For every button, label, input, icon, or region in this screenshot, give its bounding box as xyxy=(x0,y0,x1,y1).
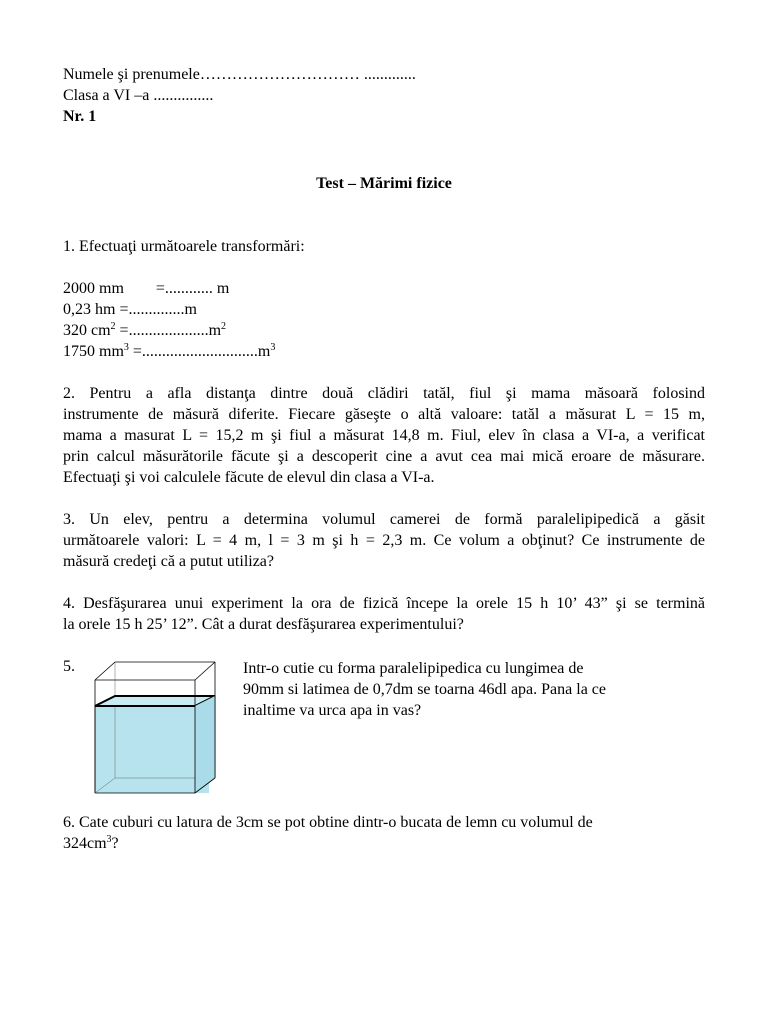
question-6-line: 6. Cate cuburi cu latura de 3cm se pot obtine dintr-o bucata de lemn cu volumul de xyxy=(63,814,593,831)
worksheet-page xyxy=(63,64,705,854)
question-2-line: mama a masurat L = 15,2 m şi fiul a măsurat 14,8 m. Fiul, elev în clasa a VI-a, a verificat xyxy=(63,427,705,444)
question-3 xyxy=(63,509,705,572)
question-5-number: 5. xyxy=(63,658,75,675)
question-4 xyxy=(63,593,705,635)
question-3-line: 3. Un elev, pentru a determina volumul camerei de formă paralelipipedică a găsit xyxy=(63,511,705,528)
question-2 xyxy=(63,383,705,488)
page-title: Test – Mărimi fizice xyxy=(316,175,452,192)
conversion-right: =....................m xyxy=(115,322,222,339)
exponent: 2 xyxy=(110,321,116,332)
exponent: 3 xyxy=(123,342,129,353)
exponent: 3 xyxy=(106,834,112,845)
conversion-right: =.............................m xyxy=(128,343,271,360)
conversion-left: 1750 mm xyxy=(63,343,124,360)
question-4-line: la orele 15 h 25’ 12”. Cât a durat desfăşurarea experimentului? xyxy=(63,616,464,633)
question-4-line: 4. Desfăşurarea unui experiment la ora de fizică începe la orele 15 h 10’ 43” şi se termină xyxy=(63,595,705,612)
volume-value: 324cm xyxy=(63,835,107,852)
conversion-left: 320 cm xyxy=(63,322,111,339)
question-6-line xyxy=(63,833,705,854)
question-5-text xyxy=(243,658,673,721)
question-6 xyxy=(63,812,705,854)
conversion-row xyxy=(63,320,705,341)
question-2-line: instrumente de măsură diferite. Fiecare găseşte o altă valoare: tatăl a măsurat L = 15 m, xyxy=(63,406,705,423)
question-2-line: prin calcul măsurătorile făcute şi a descoperit cine a avut cea mai mică eroare de măsurare. xyxy=(63,448,705,465)
exponent: 2 xyxy=(221,321,227,332)
question-5-line: Intr-o cutie cu forma paralelipipedica cu lungimea de xyxy=(243,660,584,677)
question-5-line: inaltime va urca apa in vas? xyxy=(243,702,422,719)
question-mark: ? xyxy=(111,835,119,852)
question-5 xyxy=(63,656,705,806)
question-2-line: 2. Pentru a afla distanţa dintre două clădiri tatăl, fiul şi mama măsoară folosind xyxy=(63,385,705,402)
water-surface xyxy=(95,696,215,706)
question-3-line: măsură credeţi că a putut utiliza? xyxy=(63,553,275,570)
student-name-line: Numele şi prenumele………………………… ............. xyxy=(63,66,416,83)
question-1-conversions xyxy=(63,278,705,362)
class-line: Clasa a VI –a ............... xyxy=(63,87,214,104)
question-1-heading: 1. Efectuaţi următoarele transformări: xyxy=(63,238,305,255)
conversion-row: 0,23 hm =..............m xyxy=(63,301,197,318)
test-number: Nr. 1 xyxy=(63,108,97,125)
water-box-illustration xyxy=(91,658,221,798)
conversion-row: 2000 mm =............ m xyxy=(63,280,230,297)
conversion-row xyxy=(63,341,705,362)
question-3-line: următoarele valori: L = 4 m, l = 3 m şi h = 2,3 m. Ce volum a obţinut? Ce instrumente de xyxy=(63,532,705,549)
question-5-line: 90mm si latimea de 0,7dm se toarna 46dl apa. Pana la ce xyxy=(243,681,606,698)
exponent: 3 xyxy=(270,342,276,353)
question-2-line: Efectuaţi şi voi calculele făcute de elevul din clasa a VI-a. xyxy=(63,469,435,486)
